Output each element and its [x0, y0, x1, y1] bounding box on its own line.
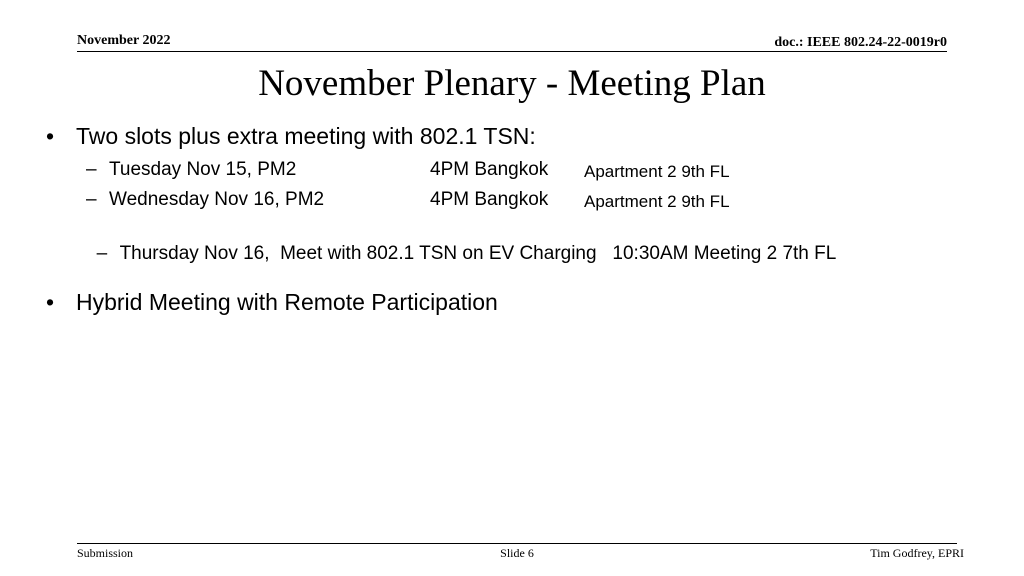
footer-divider: [77, 543, 957, 544]
bullet-item: [46, 288, 498, 316]
bullet-text: Two slots plus extra meeting with 802.1 TSN:: [76, 123, 536, 149]
header-date: November 2022: [77, 33, 171, 48]
header-doc-id: doc.: IEEE 802.24-22-0019r0: [774, 35, 947, 50]
bullet-glyph: •: [46, 123, 55, 149]
header-divider: [77, 51, 947, 52]
dash-glyph: –: [86, 159, 97, 180]
footer-submission: Submission: [77, 546, 134, 560]
slide-title: November Plenary - Meeting Plan: [258, 63, 766, 104]
meeting-time: 4PM Bangkok: [430, 159, 549, 180]
sub-bullet-item: [86, 188, 786, 212]
sub-bullet-text: Thursday Nov 16, Meet with 802.1 TSN on EV Charging 10:30AM Meeting 2 7th FL: [119, 243, 837, 264]
meeting-room: Apartment 2 9th FL: [584, 162, 730, 181]
bullet-text: Hybrid Meeting with Remote Participation: [76, 289, 498, 315]
dash-glyph: –: [86, 189, 97, 210]
meeting-room: Apartment 2 9th FL: [584, 192, 730, 211]
bullet-glyph: •: [46, 289, 55, 315]
sub-bullet-text: Wednesday Nov 16, PM2: [109, 189, 325, 210]
sub-bullet-item: [86, 218, 836, 266]
sub-bullet-text: Tuesday Nov 15, PM2: [109, 159, 297, 180]
footer-slide-number: Slide 6: [500, 546, 534, 560]
meeting-time: 4PM Bangkok: [430, 189, 549, 210]
bullet-item: [46, 122, 536, 150]
footer-author: Tim Godfrey, EPRI: [870, 546, 964, 560]
dash-glyph: –: [96, 243, 108, 264]
sub-bullet-item: [86, 158, 786, 182]
